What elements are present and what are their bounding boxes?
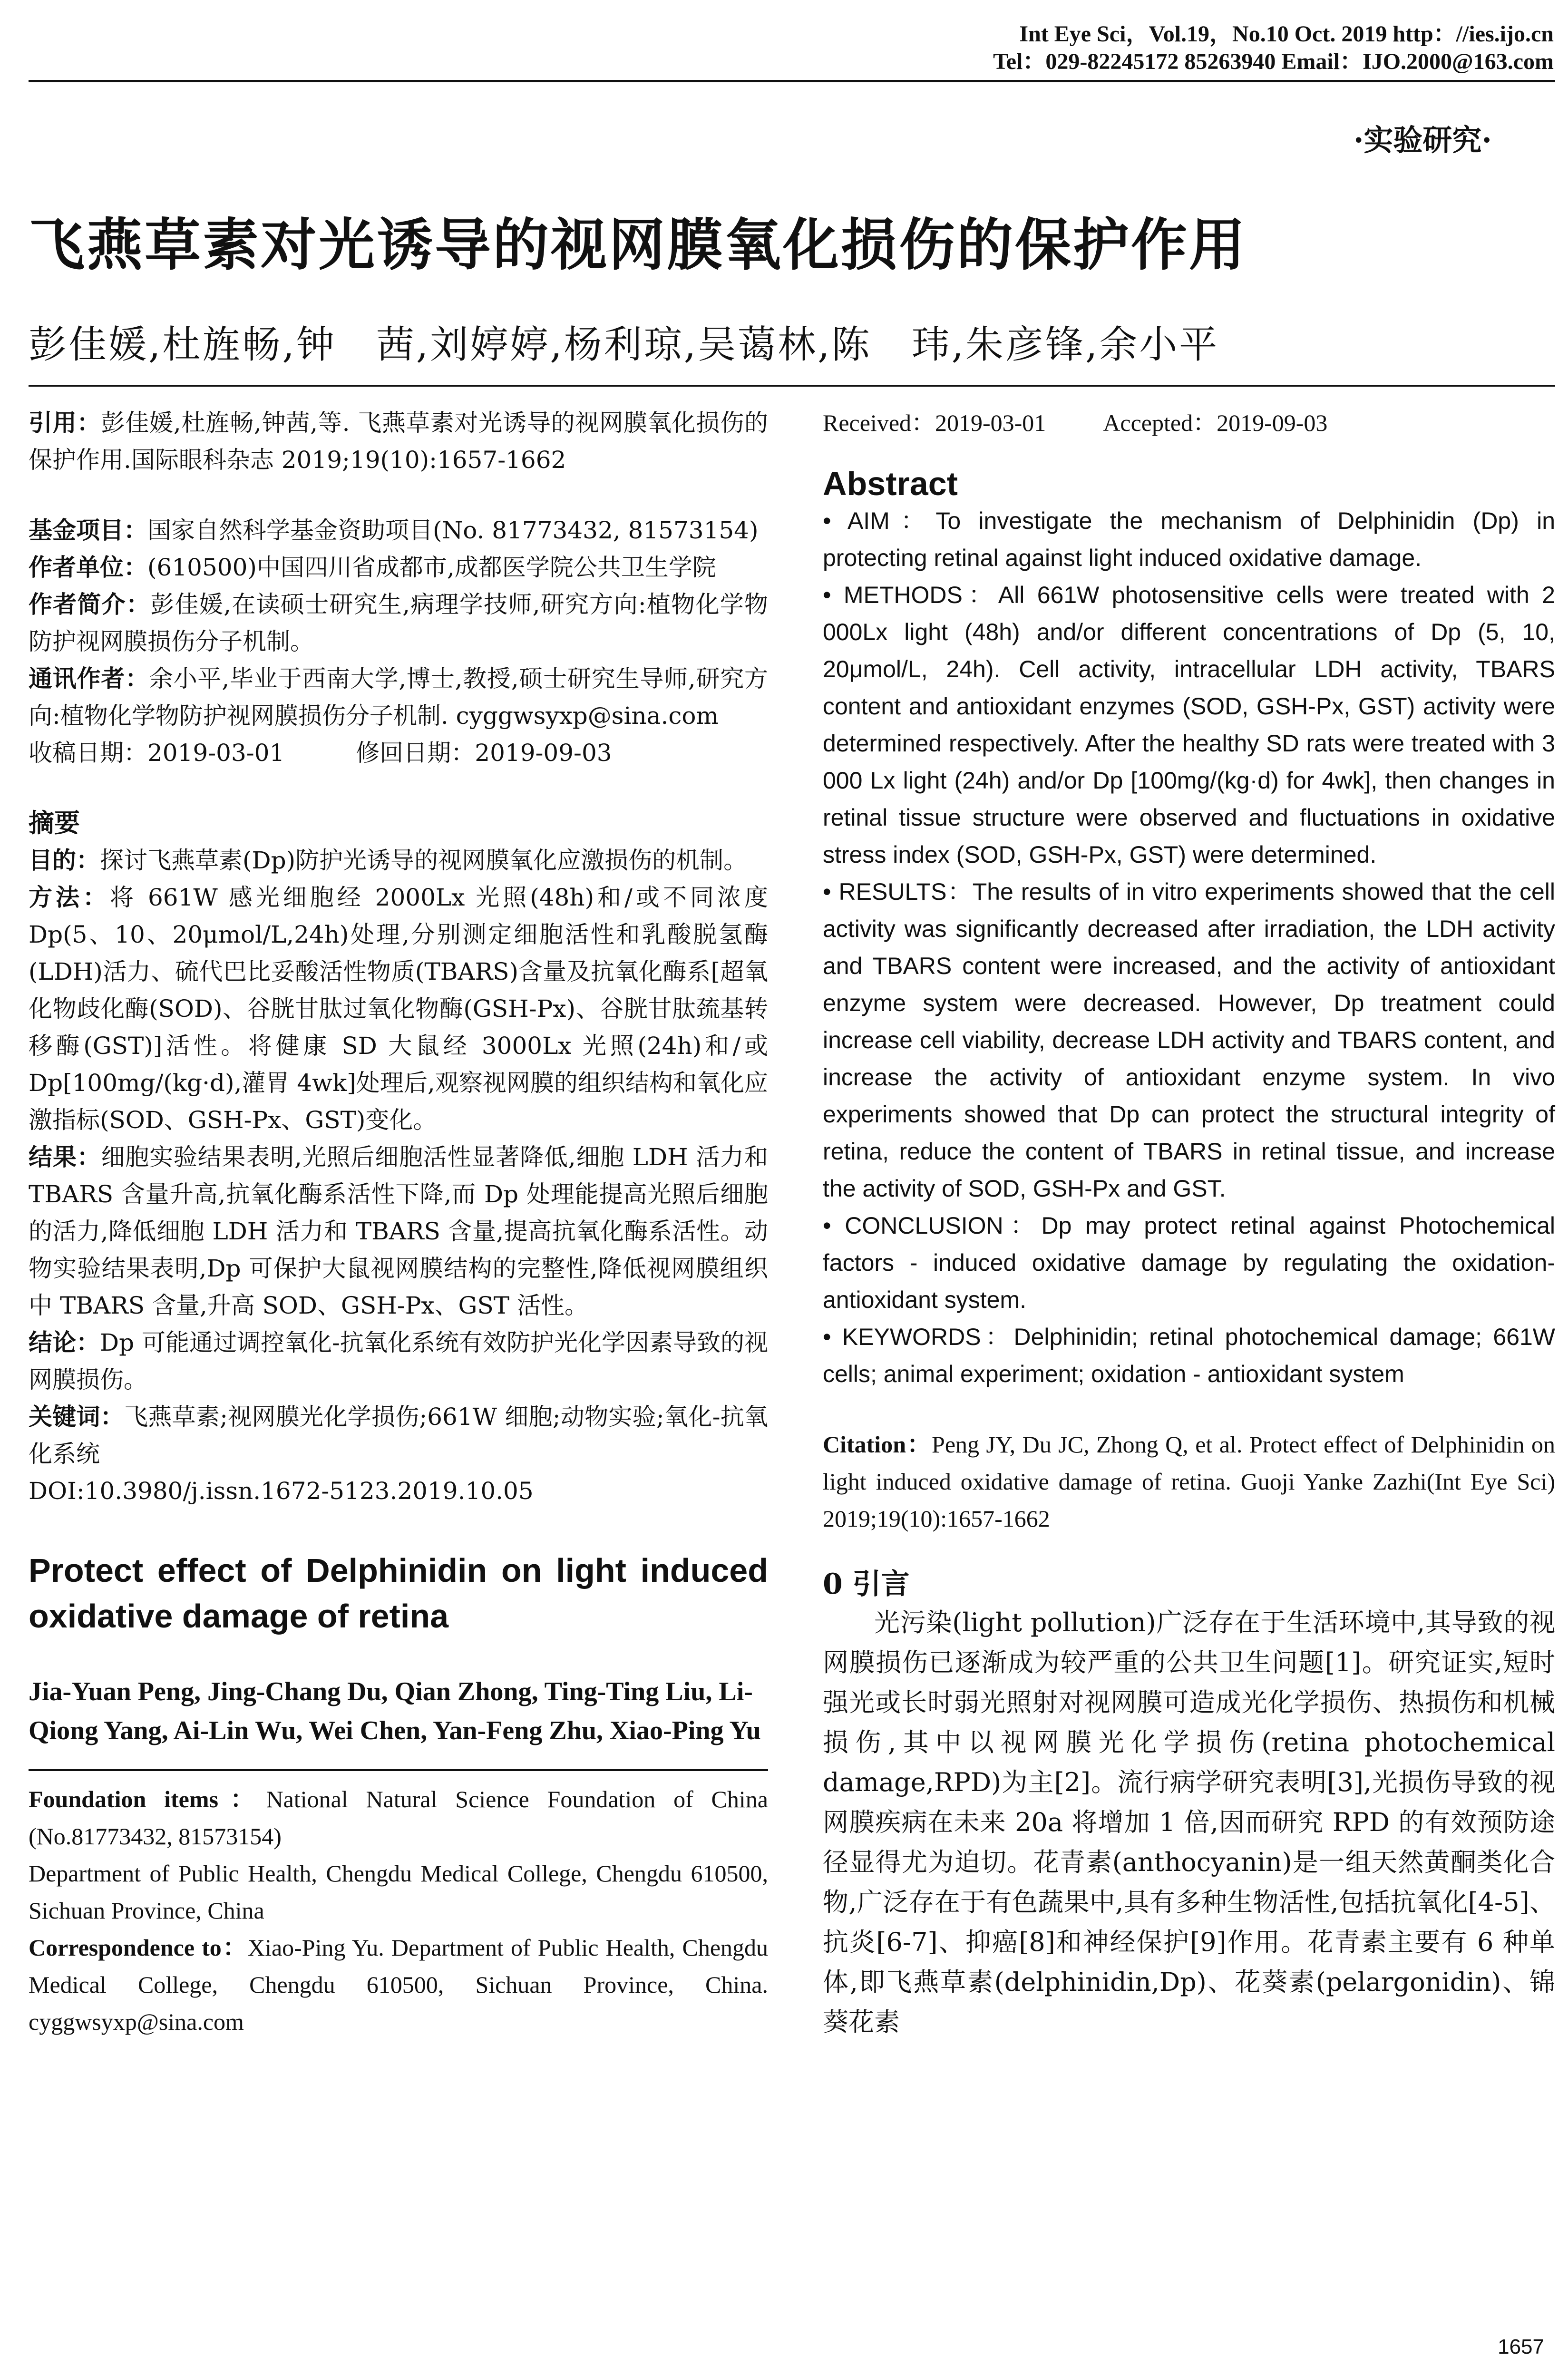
left-column: [29, 404, 768, 2040]
received-date-cn: 收稿日期：2019-03-01: [29, 739, 285, 767]
methods-text-cn: 将 661W 感光细胞经 2000Lx 光照(48h)和/或不同浓度 Dp(5、10、20μmol/L,24h)处理,分别测定细胞活性和乳酸脱氢酶(LDH)活力、硫代巴比妥酸活性物质(TBARS)含量及抗氧化酶系[超氧化物歧化酶(SOD)、谷胱甘肽过氧化物酶(GSH-Px)、谷胱甘肽巯基转移酶(GST)]活性。将健康 SD 大鼠经 3000Lx 光照(24h)和/或 Dp[100mg/(kg·d),灌胃 4wk]处理后,观察视网膜的组织结构和氧化应激指标(SOD、GSH-Px、GST)变化。: [29, 884, 769, 1134]
bio-label: 作者简介：: [29, 591, 151, 618]
abstract-results-cn: [29, 1139, 768, 1324]
foundation-label: Foundation items：: [29, 1786, 266, 1812]
article-title: 飞燕草素对光诱导的视网膜氧化损伤的保护作用: [29, 212, 1247, 278]
authors-chinese: 彭佳媛,杜旌畅,钟 茜,刘婷婷,杨利琼,吴蔼林,陈 玮,朱彦锋,余小平: [29, 322, 1219, 367]
doi: DOI:10.3980/j.issn.1672-5123.2019.10.05: [29, 1477, 534, 1505]
received-date-en: Received：2019-03-01: [823, 409, 1046, 436]
authors-english: Jia-Yuan Peng, Jing-Chang Du, Qian Zhong, Ting-Ting Liu, Li-Qiong Yang, Ai-Lin Wu, Wei Chen, Yan-Feng Zhu, Xiao-Ping Yu: [29, 1677, 761, 1745]
conclusion-text-cn: Dp 可能通过调控氧化-抗氧化系统有效防护光化学因素导致的视网膜损伤。: [29, 1329, 768, 1393]
methods-label-cn: 方法：: [29, 884, 110, 911]
abstract-conclusion-en: • CONCLUSION：Dp may protect retinal against Photochemical factors - induced oxidative damage by regulating the oxidation-antioxidant system.: [823, 1212, 1555, 1313]
citation-en: [823, 1426, 1555, 1537]
foundation-items: [29, 1781, 768, 1855]
fund-info: [29, 512, 768, 549]
citation-cn-label: 引用：: [29, 409, 101, 437]
citation-cn-text: 彭佳媛,杜旌畅,钟茜,等. 飞燕草素对光诱导的视网膜氧化损伤的保护作用.国际眼科杂志 2019;19(10):1657-1662: [29, 409, 769, 474]
abstract-title-en: Abstract: [823, 465, 958, 502]
correspondence-label: Correspondence to：: [29, 1934, 248, 1961]
abstract-aim-en: • AIM：To investigate the mechanism of Delphinidin (Dp) in protecting retinal against light induced oxidative damage.: [823, 507, 1555, 571]
corr-text: 余小平,毕业于西南大学,博士,教授,硕士研究生导师,研究方向:植物化学物防护视网膜损伤分子机制. cyggwsyxp@sina.com: [29, 665, 769, 730]
fund-label: 基金项目：: [29, 516, 147, 544]
results-text-cn: 细胞实验结果表明,光照后细胞活性显著降低,细胞 LDH 活力和 TBARS 含量升高,抗氧化酶系活性下降,而 Dp 处理能提高光照后细胞的活力,降低细胞 LDH 活力和 TBARS 含量,提高抗氧化酶系活性。动物实验结果表明,Dp 可保护大鼠视网膜结构的完整性,降低视网膜组织中 TBARS 含量,升高 SOD、GSH-Px、GST 活性。: [29, 1143, 768, 1319]
aim-label-cn: 目的：: [29, 847, 100, 874]
bio-text: 彭佳媛,在读硕士研究生,病理学技师,研究方向:植物化学物防护视网膜损伤分子机制。: [29, 591, 768, 655]
authors-rule: [29, 385, 1555, 387]
results-label-cn: 结果：: [29, 1143, 101, 1171]
header-rule: [29, 80, 1555, 82]
abstract-aim-cn: [29, 842, 768, 879]
abstract-results-en: • RESULTS：The results of in vitro experiments showed that the cell activity was significantly decreased after irradiation, the LDH activity and TBARS content were increased, and the activity of antioxidant enzyme system were decreased. However, Dp treatment could increase cell viability, decrease LDH activity and TBARS content, and increase the activity of antioxidant enzyme system. In vivo experiments showed that Dp can protect the structural integrity of retina, reduce the content of TBARS in retinal tissue, and increase the activity of SOD, GSH-Px and GST.: [823, 878, 1555, 1202]
intro-heading: 0 引言: [823, 1568, 910, 1601]
abstract-methods-cn: [29, 879, 768, 1139]
unit-label: 作者单位：: [29, 554, 147, 581]
page-number: 1657: [1498, 2335, 1544, 2358]
department: Department of Public Health, Chengdu Medical College, Chengdu 610500, Sichuan Province, China: [29, 1860, 768, 1924]
unit-text: (610500)中国四川省成都市,成都医学院公共卫生学院: [147, 554, 716, 581]
abstract-heading-cn: 摘要: [29, 808, 80, 838]
correspondence: [29, 1929, 768, 2040]
keywords-en: • KEYWORDS：Delphinidin; retinal photochemical damage; 661W cells; animal experiment; oxidation - antioxidant system: [823, 1324, 1555, 1387]
conclusion-label-cn: 结论：: [29, 1329, 100, 1356]
english-title: Protect effect of Delphinidin on light induced oxidative damage of retina: [29, 1552, 768, 1635]
dates-cn: [29, 734, 768, 771]
abstract-conclusion-cn: [29, 1324, 768, 1398]
keywords-label-cn: 关键词：: [29, 1403, 125, 1431]
abstract-methods-en: • METHODS：All 661W photosensitive cells were treated with 2 000Lx light (48h) and/or different concentrations of Dp (5, 10, 20μmol/L, 24h). Cell activity, intracellular LDH activity, TBARS content and antioxidant enzymes (SOD, GSH-Px, GST) activity were determined respectively. After the healthy SD rats were treated with 3 000 Lx light (24h) and/or Dp [100mg/(kg·d) for 4wk], then changes in retinal tissue structure were observed and fluctuations in oxidative stress index (SOD, GSH-Px, GST) were determined.: [823, 582, 1555, 868]
citation-cn: [29, 404, 768, 478]
dates-en: [823, 404, 1555, 441]
journal-header-line1: Int Eye Sci，Vol.19，No.10 Oct. 2019 http：//ies.ijo.cn: [1019, 21, 1554, 47]
fund-text: 国家自然科学基金资助项目(No. 81773432, 81573154): [147, 516, 759, 544]
author-unit: [29, 549, 768, 586]
journal-header-line2: Tel：029-82245172 85263940 Email：IJO.2000@163.com: [993, 49, 1554, 74]
corr-label: 通讯作者：: [29, 665, 149, 692]
keywords-cn: [29, 1398, 768, 1472]
abstract-en: [823, 502, 1555, 1393]
aim-text-cn: 探讨飞燕草素(Dp)防护光诱导的视网膜氧化应激损伤的机制。: [100, 847, 748, 874]
accepted-date-en: Accepted：2019-09-03: [1103, 409, 1328, 436]
corresponding-author: [29, 660, 768, 734]
citation-en-text: Peng JY, Du JC, Zhong Q, et al. Protect effect of Delphinidin on light induced oxidative damage of retina. Guoji Yanke Zazhi(Int Eye Sci) 2019;19(10):1657-1662: [823, 1431, 1556, 1532]
intro-paragraph: 光污染(light pollution)广泛存在于生活环境中,其导致的视网膜损伤已逐渐成为较严重的公共卫生问题[1]。研究证实,短时强光或长时弱光照射对视网膜可造成光化学损伤、热损伤和机械损伤,其中以视网膜光化学损伤(retina photochemical damage,RPD)为主[2]。流行病学研究表明[3],光损伤导致的视网膜疾病在未来 20a 将增加 1 倍,因而研究 RPD 的有效预防途径显得尤为迫切。花青素(anthocyanin)是一组天然黄酮类化合物,广泛存在于有色蔬果中,具有多种生物活性,包括抗氧化[4-5]、抗炎[6-7]、抑癌[8]和神经保护[9]作用。花青素主要有 6 种单体,即飞燕草素(delphinidin,Dp)、花葵素(pelargonidin)、锦葵花素: [823, 1607, 1555, 2037]
right-column: [823, 404, 1555, 2042]
keywords-text-cn: 飞燕草素;视网膜光化学损伤;661W 细胞;动物实验;氧化-抗氧化系统: [29, 1403, 769, 1468]
revised-date-cn: 修回日期：2019-09-03: [356, 739, 612, 767]
correspondence-text: Xiao-Ping Yu. Department of Public Health, Chengdu Medical College, Chengdu 610500, Sichuan Province, China. cyggwsyxp@sina.com: [29, 1934, 769, 2035]
author-bio: [29, 586, 768, 660]
citation-en-label: Citation：: [823, 1431, 932, 1458]
article-category: ·实验研究·: [1353, 123, 1492, 157]
foundation-text: National Natural Science Foundation of China (No.81773432, 81573154): [29, 1786, 768, 1850]
